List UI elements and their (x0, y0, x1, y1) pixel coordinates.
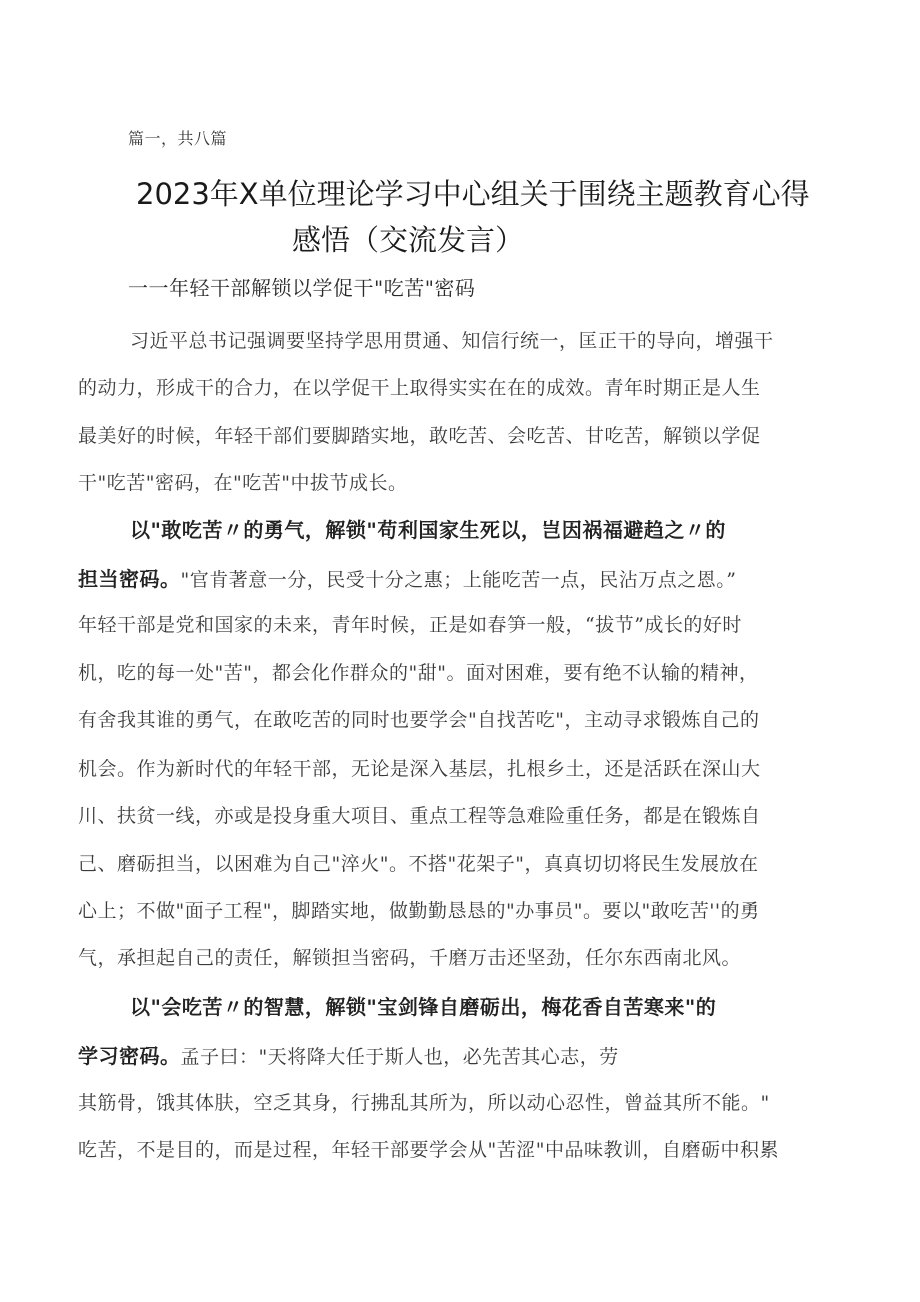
body-line: 有舍我其谁的勇气，在敢吃苦的同时也要学会"自找苦吃"，主动寻求锻炼自己的 (78, 709, 760, 731)
body-line: 其筋骨，饿其体肤，空乏其身，行拂乱其所为，所以动心忍性，曾益其所不能。" (78, 1092, 770, 1114)
document-title-line-2: 感悟（交流发言） (292, 223, 525, 257)
body-line: 机会。作为新时代的年轻干部，无论是深入基层，扎根乡土，还是活跃在深山大 (78, 758, 761, 780)
document-title-line-1: 2023年X单位理论学习中心组关于围绕主题教育心得 (136, 177, 810, 211)
body-line: 气，承担起自己的责任，解锁担当密码，千磨万击还坚劲，任尔东西南北风。 (78, 947, 742, 969)
emphasis-line: 以"敢吃苦〃的勇气，解锁"苟利国家生死以，岂因祸福避趋之〃的 (130, 518, 726, 542)
quotation-text: "官肯著意一分，民受十分之惠；上能吃苦一点，民沾万点之恩。” (180, 569, 737, 591)
body-line: 己、磨砺担当，以困难为自己"淬火"。不搭"花架子"，真真切切将民生发展放在 (78, 853, 759, 875)
emphasis-text: 担当密码。 (78, 567, 181, 591)
body-line: 吃苦，不是目的，而是过程，年轻干部要学会从"苦涩"中品味教训，自磨砺中积累 (78, 1139, 779, 1161)
body-line: 年轻干部是党和国家的未来，青年时候，正是如春笋一般，“拔节”成长的好时 (78, 614, 742, 636)
body-line: 习近平总书记强调要坚持学思用贯通、知信行统一，匡正干的导向，增强干 (130, 330, 774, 352)
emphasis-text: 学习密码。 (78, 1044, 181, 1068)
body-line: 心上；不做"面子工程"，脚踏实地，做勤勤恳恳的"办事员"。要以"敢吃苦''的勇 (78, 900, 760, 922)
body-line: 干"吃苦"密码，在"吃苦"中拔节成长。 (78, 472, 408, 494)
body-line (78, 1040, 619, 1069)
body-line: 川、扶贫一线，亦或是投身重大项目、重点工程等急难险重任务，都是在锻炼自 (78, 805, 761, 827)
body-line (78, 563, 736, 592)
body-line: 最美好的时候，年轻干部们要脚踏实地，敢吃苦、会吃苦、甘吃苦，解锁以学促 (78, 425, 761, 447)
emphasis-line: 以"会吃苦〃的智慧，解锁"宝剑锋自磨砺出，梅花香自苦寒来"的 (130, 995, 717, 1019)
section-subheading: 一一年轻干部解锁以学促干"吃苦"密码 (128, 276, 476, 300)
series-label: 篇一，共八篇 (128, 129, 228, 148)
body-line: 机，吃的每一处"苦"，都会化作群众的"甜"。面对困难，要有绝不认输的精神， (78, 662, 759, 684)
body-line: 的动力，形成干的合力，在以学促干上取得实实在在的成效。青年时期正是人生 (78, 377, 761, 399)
quotation-text: 孟子曰："天将降大任于斯人也，必先苦其心志，劳 (180, 1046, 619, 1068)
